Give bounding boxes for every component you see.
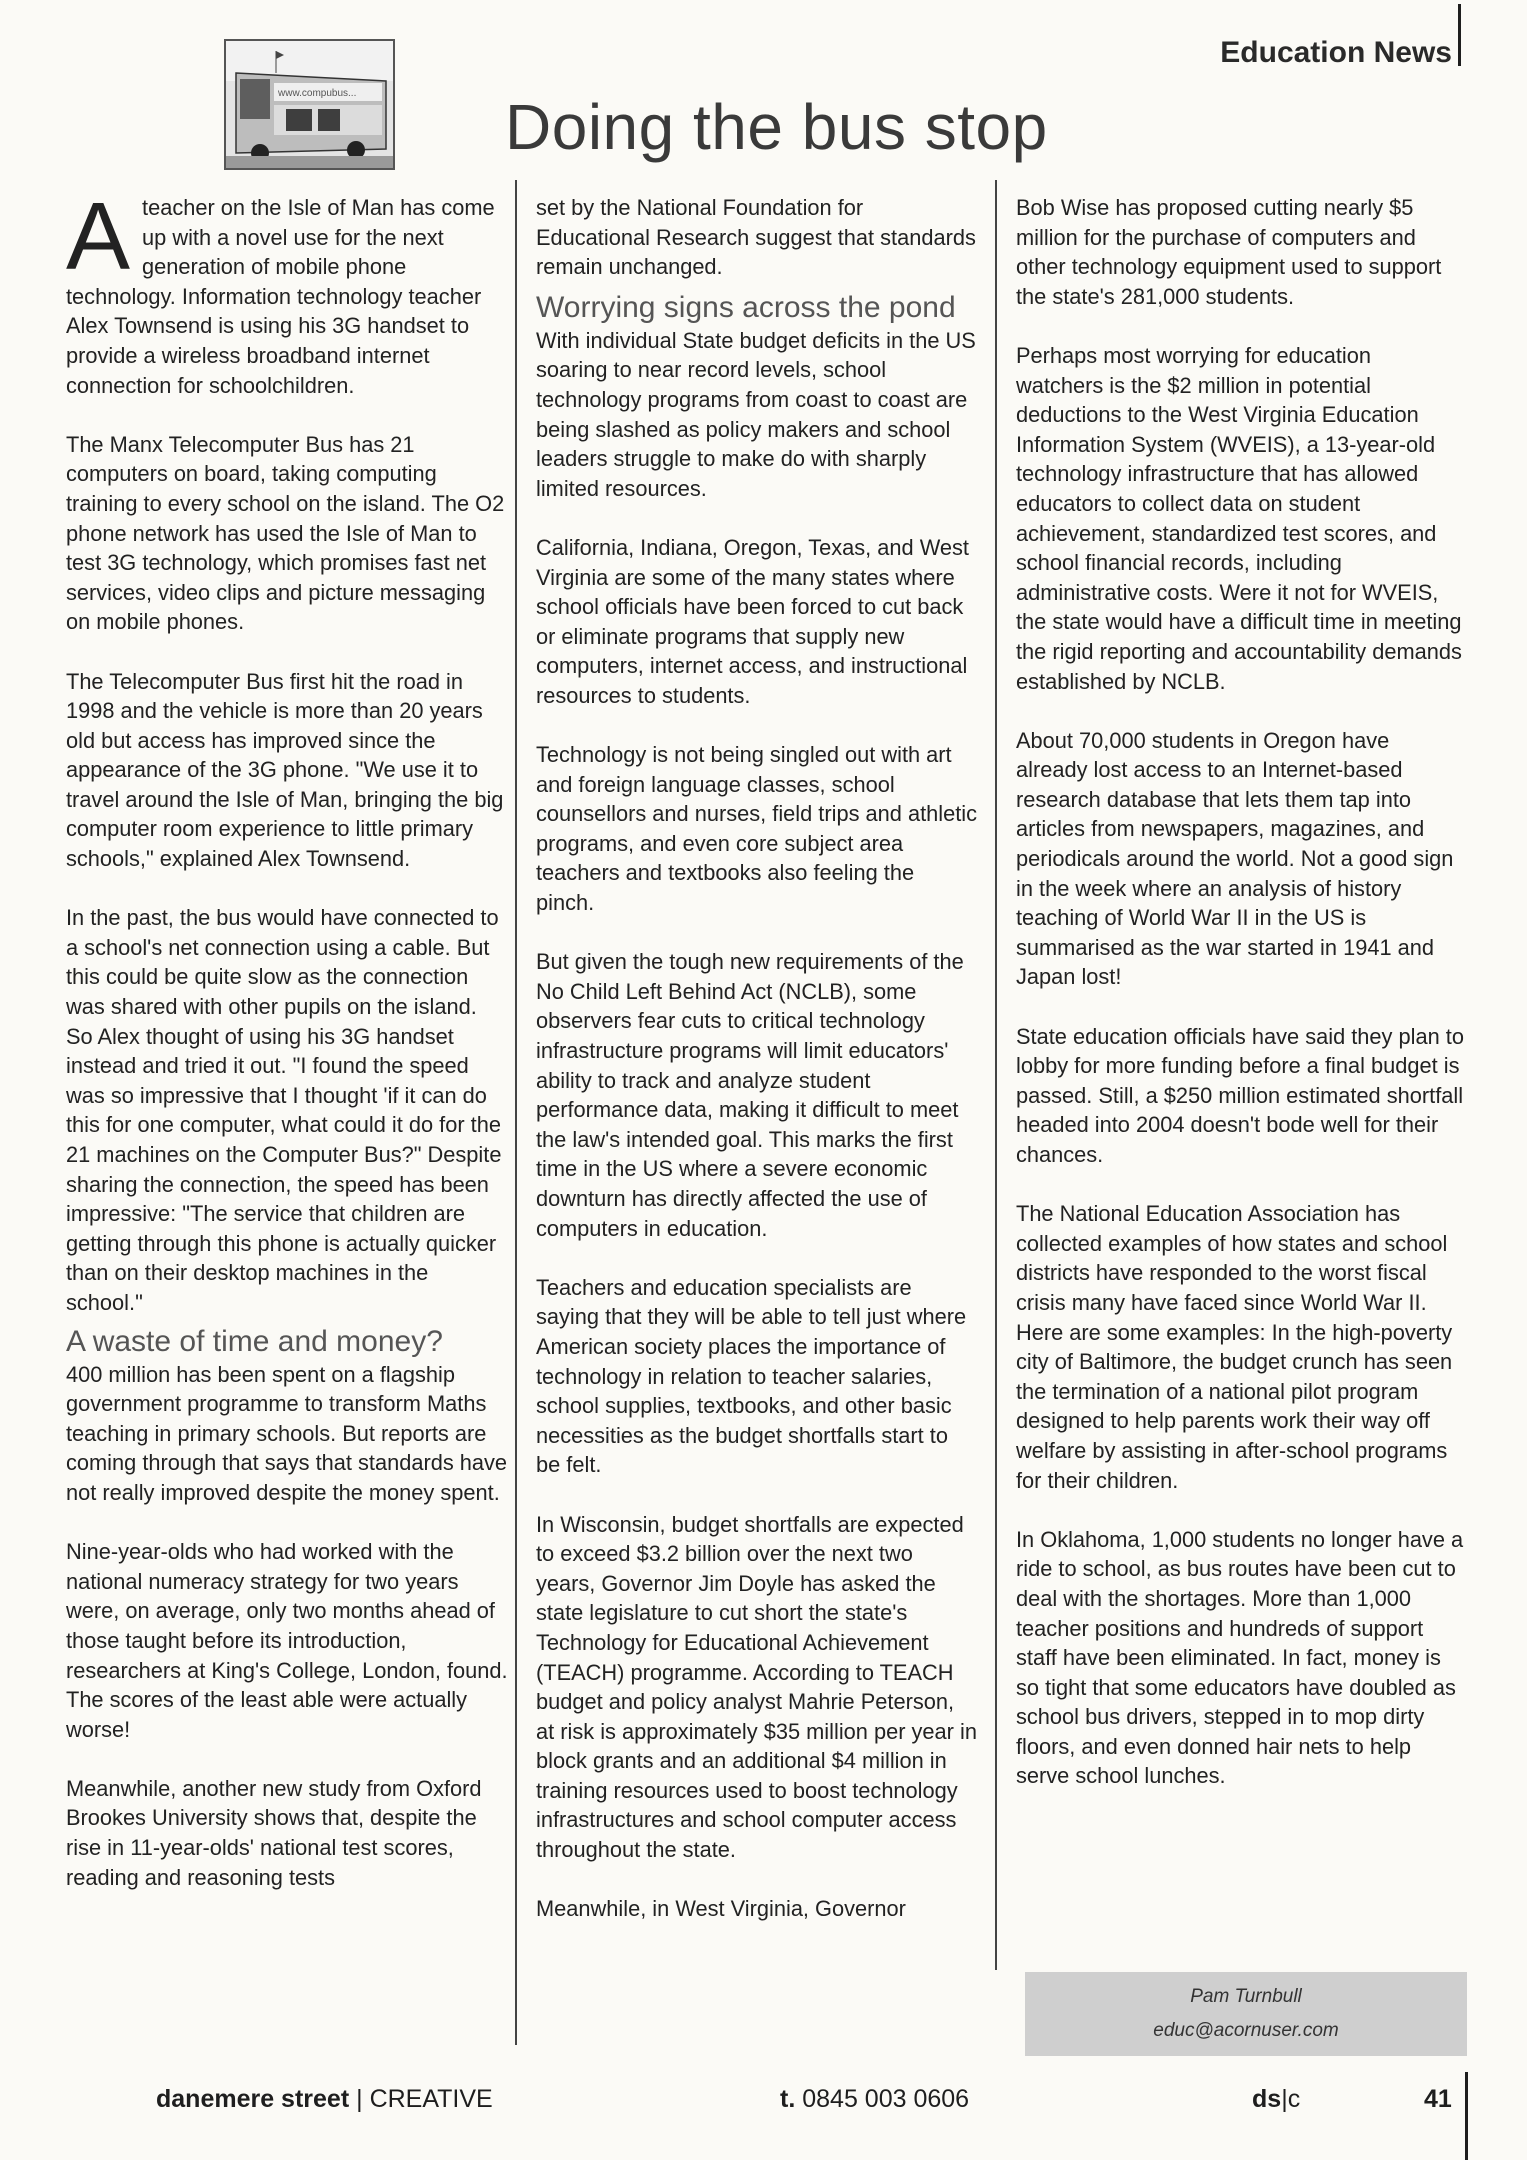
drop-cap: A	[66, 183, 131, 290]
footer-logo	[1252, 2085, 1300, 2114]
paragraph: Nine-year-olds who had worked with the national numeracy strategy for two years were, on average, only two months ahead of those taught before its introduction, researchers at King's College, London, found. The scores of the least able were actually worse!	[66, 1539, 508, 1742]
paragraph: Technology is not being singled out with art and foreign language classes, school counsellors and nurses, field trips and athletic programs, and even core subject area teachers and textbooks also feeling the pinch.	[536, 742, 978, 916]
footer-logo-sep: |	[1281, 2085, 1288, 2113]
paragraph: Teachers and education specialists are saying that they will be able to tell just where American society places the importance of technology in relation to teacher salaries, school supplies, textbooks, and other basic necessities as the budget shortfalls start to be felt.	[536, 1274, 967, 1478]
column-2	[536, 193, 978, 1924]
footer-logo-left: ds	[1252, 2085, 1282, 2113]
paragraph: In Wisconsin, budget shortfalls are expected to exceed $3.2 billion over the next two years, Governor Jim Doyle has asked the state legislature to cut short the state's Technology for Educational Achievement (TEACH) programme. According to TEACH budget and policy analyst Mahrie Peterson, at risk is approximately $35 million per year in block grants and an additional $4 million in training resources used to boost technology infrastructures and school computer access throughout the state.	[536, 1511, 977, 1863]
paragraph	[66, 183, 508, 400]
paragraph: The National Education Association has collected examples of how states and school districts have responded to the worst fiscal crisis many have faced since World War II. Here are some examples: In the high-poverty city of Baltimore, the budget crunch has seen the termination of a national pilot program designed to help parents work their way off welfare by assisting in after-school programs for their children.	[1016, 1201, 1453, 1493]
bus-illustration	[226, 41, 393, 168]
paragraph: set by the National Foundation for Educational Research suggest that standards remain unchanged.	[536, 195, 976, 280]
footer-separator: |	[356, 2085, 363, 2113]
paragraph: But given the tough new requirements of the No Child Left Behind Act (NCLB), some observers fear cuts to critical technology infrastructure programs will limit educators' ability to track and analyze student performance data, making it difficult to meet the law's intended goal. This marks the first time in the US where a severe economic downturn has directly affected the use of computers in education.	[536, 949, 964, 1241]
paragraph: Bob Wise has proposed cutting nearly $5 million for the purchase of computers and other technology equipment used to support the state's 281,000 students.	[1016, 195, 1442, 309]
footer-brand-suffix: CREATIVE	[369, 2085, 493, 2113]
bus-photo	[224, 39, 395, 170]
footer-phone	[780, 2085, 969, 2114]
paragraph: 400 million has been spent on a flagship government programme to transform Maths teaching in primary schools. But reports are coming through that says that standards have not really improved despite the money spent.	[66, 1361, 508, 1505]
footer-brand-name: danemere street	[156, 2085, 350, 2113]
paragraph-text: teacher on the Isle of Man has come up with a novel use for the next generation of mobile phone technology. Information technology teacher Alex Townsend is using his 3G handset to provide a wireless broadband internet connection for schoolchildren.	[66, 195, 495, 398]
paragraph: Meanwhile, in West Virginia, Governor	[536, 1896, 906, 1922]
subheading: A waste of time and money?	[66, 1324, 443, 1358]
footer-rule	[1465, 2072, 1468, 2160]
footer-logo-right: c	[1287, 2085, 1301, 2113]
paragraph: In Oklahoma, 1,000 students no longer have a ride to school, as bus routes have been cut to deal with the shortages. More than 1,000 teacher positions and hundreds of support staff have been eliminated. In fact, money is so tight that some educators have doubled as school bus drivers, stepped in to mop dirty floors, and even donned hair nets to help serve school lunches.	[1016, 1526, 1464, 1789]
paragraph: With individual State budget deficits in the US soaring to near record levels, school technology programs from coast to coast are being slashed as policy makers and school leaders struggle to make do with sharply limited resources.	[536, 327, 976, 501]
section-label: Education News	[1220, 36, 1452, 69]
subheading: Worrying signs across the pond	[536, 290, 956, 324]
column-3	[1016, 193, 1464, 1791]
page-number: 41	[1424, 2085, 1452, 2113]
byline-box	[1025, 1972, 1467, 2056]
byline-email: educ@acornuser.com	[1153, 2020, 1339, 2041]
paragraph: In the past, the bus would have connected to a school's net connection using a cable. But this could be quite slow as the connection was shared with other pupils on the island. So Alex thought of using his 3G handset instead and tried it out. "I found the speed was so impressive that I thought 'if it can do this for one computer, what could it do for the 21 machines on the Computer Bus?" Despite sharing the connection, the speed has been impressive: "The service that children are getting through this phone is actually quicker than on their desktop machines in the school."	[66, 905, 502, 1315]
paragraph: Perhaps most worrying for education watchers is the $2 million in potential deductions to the West Virginia Education Information System (WVEIS), a 13-year-old technology infrastructure that has allowed educators to collect data on student achievement, standardized test scores, and school financial records, including administrative costs. Were it not for WVEIS, the state would have a difficult time in meeting the rigid reporting and accountability demands established by NCLB.	[1016, 342, 1462, 694]
byline-author: Pam Turnbull	[1190, 1986, 1302, 2007]
article-title: Doing the bus stop	[505, 91, 1048, 163]
column-rule-2	[995, 180, 997, 1970]
paragraph: State education officials have said they plan to lobby for more funding before a final budget is passed. Still, a $250 million estimated shortfall headed into 2004 doesn't bode well for their chances.	[1016, 1023, 1464, 1167]
paragraph: The Manx Telecomputer Bus has 21 computers on board, taking computing training to every school on the island. The O2 phone network has used the Isle of Man to test 3G technology, which promises fast net services, video clips and picture messaging on mobile phones.	[66, 431, 505, 635]
column-rule-1	[515, 180, 517, 2045]
bus-sign-text: www.compubus...	[278, 88, 357, 99]
footer-brand	[156, 2085, 493, 2114]
column-1	[66, 183, 508, 1892]
paragraph: Meanwhile, another new study from Oxford Brookes University shows that, despite the rise in 11-year-olds' national test scores, reading and reasoning tests	[66, 1775, 482, 1890]
paragraph: The Telecomputer Bus first hit the road in 1998 and the vehicle is more than 20 years old but access has improved since the appearance of the 3G phone. "We use it to travel around the Isle of Man, bringing the big computer room experience to little primary schools," explained Alex Townsend.	[66, 668, 504, 872]
paragraph: California, Indiana, Oregon, Texas, and West Virginia are some of the many states where school officials have been forced to cut back or eliminate programs that supply new computers, internet access, and instructional resources to students.	[536, 534, 969, 708]
paragraph: About 70,000 students in Oregon have already lost access to an Internet-based research database that lets them tap into articles from newspapers, magazines, and periodicals around the world. Not a good sign in the week where an analysis of history teaching of World War II in the US is summarised as the war started in 1941 and Japan lost!	[1016, 727, 1454, 990]
header-rule	[1458, 4, 1461, 66]
footer-phone-number: 0845 003 0606	[802, 2085, 970, 2113]
footer-phone-prefix: t.	[780, 2085, 796, 2113]
